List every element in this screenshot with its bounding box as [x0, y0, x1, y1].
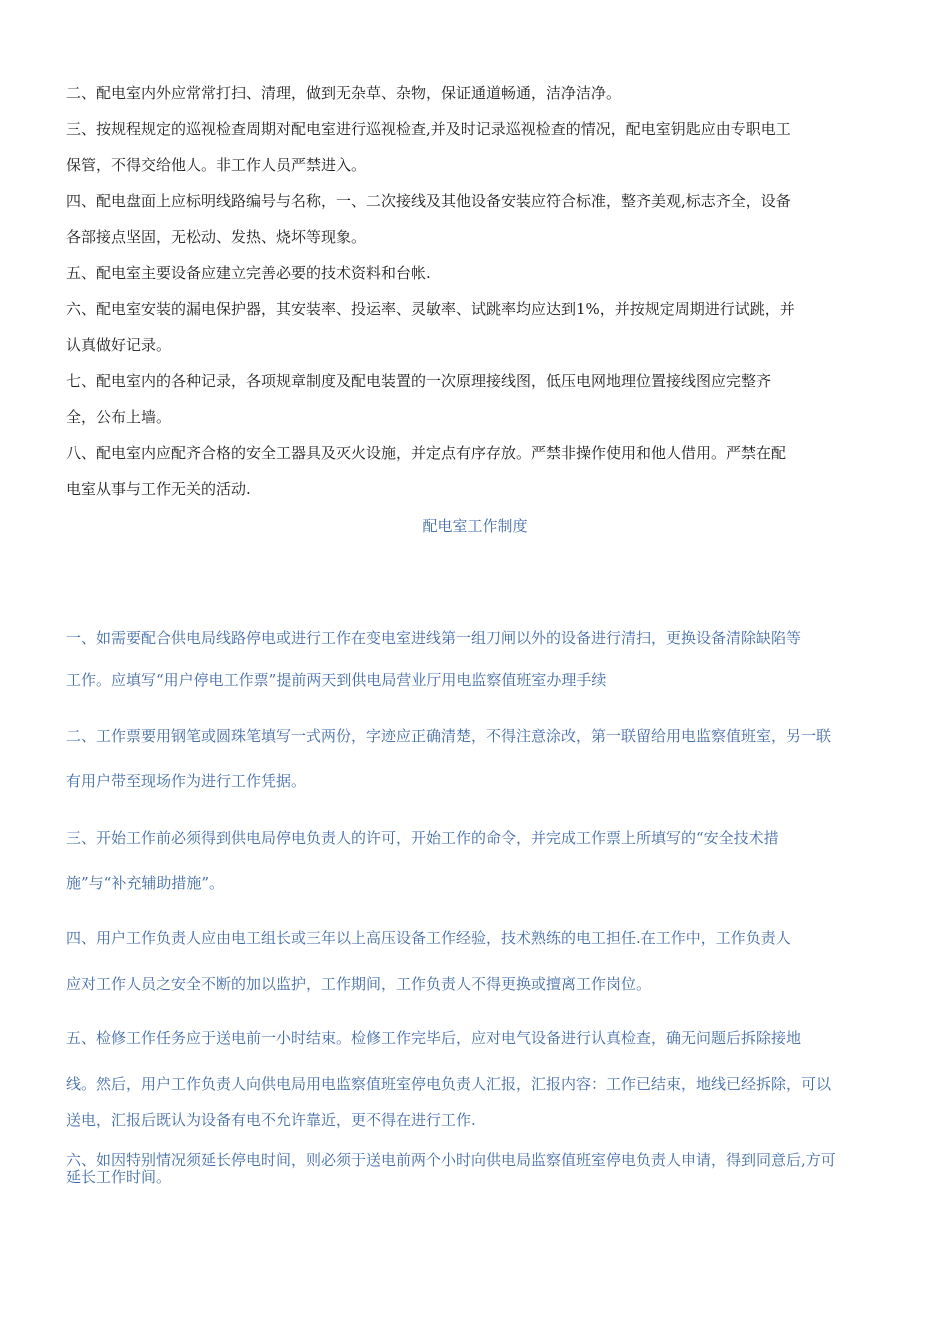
paragraph-seven-line-1: 七、配电室内的各种记录，各项规章制度及配电装置的一次原理接线图，低压电网地理位置接线图应完整齐	[66, 372, 772, 390]
paragraph-four-line-2: 各部接点坚固，无松动、发热、烧坏等现象。	[66, 228, 367, 246]
paragraph-five-line-1: 五、配电室主要设备应建立完善必要的技术资料和台帐.	[66, 264, 431, 282]
paragraph-four-line-1: 四、配电盘面上应标明线路编号与名称，一、二次接线及其他设备安装应符合标准，整齐美观,标志齐全，设备	[66, 192, 791, 210]
rule-four-line-1: 四、用户工作负责人应由电工组长或三年以上高压设备工作经验，技术熟练的电工担任.在工作中，工作负责人	[66, 929, 791, 947]
paragraph-seven-line-2: 全，公布上墙。	[66, 408, 172, 426]
paragraph-six-line-1: 六、配电室安装的漏电保护器，其安装率、投运率、灵敏率、试跳率均应达到1%，并按规定周期进行试跳，并	[66, 300, 795, 318]
rule-five-line-2: 线。然后，用户工作负责人向供电局用电监察值班室停电负责人汇报，汇报内容：工作已结束，地线已经拆除，可以	[66, 1075, 832, 1093]
rule-six-line-2: 延长工作时间。	[66, 1168, 172, 1186]
rule-one-line-1: 一、如需要配合供电局线路停电或进行工作在变电室进线第一组刀闸以外的设备进行清扫，更换设备清除缺陷等	[66, 629, 802, 647]
rule-five-line-1: 五、检修工作任务应于送电前一小时结束。检修工作完毕后，应对电气设备进行认真检查，确无问题后拆除接地	[66, 1029, 802, 1047]
rule-two-line-1: 二、工作票要用钢笔或圆珠笔填写一式两份，字迹应正确清楚，不得注意涂改，第一联留给用电监察值班室，另一联	[66, 727, 832, 745]
paragraph-three-line-2: 保管，不得交给他人。非工作人员严禁进入。	[66, 156, 367, 174]
rule-four-line-2: 应对工作人员之安全不断的加以监护，工作期间，工作负责人不得更换或擅离工作岗位。	[66, 975, 652, 993]
rule-two-line-2: 有用户带至现场作为进行工作凭据。	[66, 772, 307, 790]
rule-five-line-3: 送电，汇报后既认为设备有电不允许靠近，更不得在进行工作.	[66, 1111, 476, 1129]
paragraph-six-line-2: 认真做好记录。	[66, 336, 172, 354]
rule-three-line-2: 施”与“补充辅助措施”。	[66, 874, 225, 892]
paragraph-three-line-1: 三、按规程规定的巡视检查周期对配电室进行巡视检查,并及时记录巡视检查的情况，配电室钥匙应由专职电工	[66, 120, 791, 138]
rule-six-line-1: 六、如因特别情况须延长停电时间，则必须于送电前两个小时向供电局监察值班室停电负责人申请，得到同意后,方可	[66, 1151, 836, 1169]
paragraph-eight-line-1: 八、配电室内应配齐合格的安全工器具及灭火设施，并定点有序存放。严禁非操作使用和他人借用。严禁在配	[66, 444, 787, 462]
rule-one-line-2: 工作。应填写“用户停电工作票”提前两天到供电局营业厅用电监察值班室办理手续	[66, 671, 607, 689]
paragraph-eight-line-2: 电室从事与工作无关的活动.	[66, 480, 251, 498]
paragraph-two-line-1: 二、配电室内外应常常打扫、清理，做到无杂草、杂物，保证通道畅通，洁净洁净。	[66, 84, 622, 102]
section-title: 配电室工作制度	[422, 517, 528, 535]
rule-three-line-1: 三、开始工作前必须得到供电局停电负责人的许可，开始工作的命令，并完成工作票上所填写的“安全技术措	[66, 829, 779, 847]
